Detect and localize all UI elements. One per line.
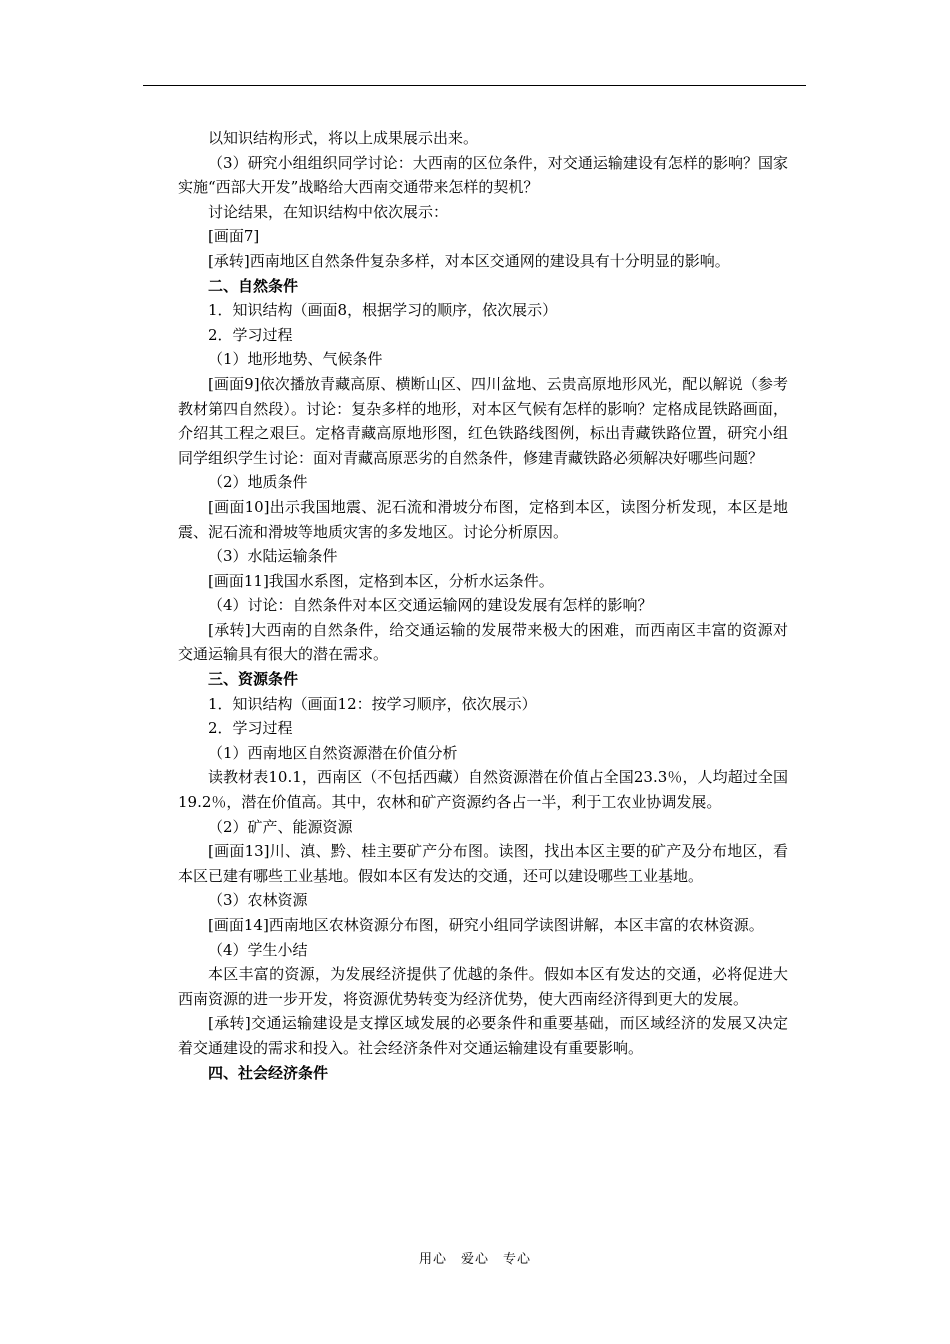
paragraph: （1）地形地势、气候条件 — [208, 350, 383, 369]
paragraph: 2．学习过程 — [208, 719, 293, 738]
paragraph: 本区丰富的资源，为发展经济提供了优越的条件。假如本区有发达的交通，必将促进大西南资源的进一步开发，将资源优势转变为经济优势，使大西南经济得到更大的发展。 — [178, 965, 788, 1008]
paragraph: （2）地质条件 — [208, 473, 308, 492]
header-rule — [143, 85, 806, 86]
paragraph: （2）矿产、能源资源 — [208, 817, 353, 836]
paragraph: [承转]大西南的自然条件，给交通运输的发展带来极大的困难，而西南区丰富的资源对交通运输具有很大的潜在需求。 — [178, 620, 788, 664]
paragraph: 讨论结果，在知识结构中依次展示： — [208, 202, 449, 221]
paragraph: 1．知识结构（画面8，根据学习的顺序，依次展示） — [208, 301, 558, 320]
paragraph: 读教材表10.1，西南区（不包括西藏）自然资源潜在价值占全国23.3％，人均超过全国19.2％，潜在价值高。其中，农林和矿产资源约各占一半，利于工农业协调发展。 — [178, 768, 788, 812]
paragraph: [画面11]我国水系图，定格到本区，分析水运条件。 — [208, 571, 554, 590]
paragraph: （3）研究小组组织同学讨论：大西南的区位条件，对交通运输建设有怎样的影响？国家实施“西部大开发”战略给大西南交通带来怎样的契机？ — [178, 153, 788, 197]
paragraph: 2．学习过程 — [208, 325, 293, 344]
paragraph: 以知识结构形式，将以上成果展示出来。 — [208, 129, 479, 147]
section-heading: 三、资源条件 — [208, 670, 299, 689]
section-heading: 四、社会经济条件 — [208, 1063, 329, 1082]
paragraph: （4）学生小结 — [208, 940, 308, 959]
section-heading: 二、自然条件 — [208, 276, 299, 295]
paragraph: [画面13]川、滇、黔、桂主要矿产分布图。读图，找出本区主要的矿产及分布地区，看本区已建有哪些工业基地。假如本区有发达的交通，还可以建设哪些工业基地。 — [178, 842, 788, 885]
paragraph: （4）讨论：自然条件对本区交通运输网的建设发展有怎样的影响？ — [208, 596, 653, 615]
page-footer: 用心 爱心 专心 — [418, 1252, 531, 1267]
paragraph: [画面10]出示我国地震、泥石流和滑坡分布图，定格到本区，读图分析发现，本区是地震、泥石流和滑坡等地质灾害的多发地区。讨论分析原因。 — [178, 497, 788, 541]
paragraph: [画面9]依次播放青藏高原、横断山区、四川盆地、云贵高原地形风光，配以解说（参考教材第四自然段）。讨论：复杂多样的地形，对本区气候有怎样的影响？定格成昆铁路画面，介绍其工程之艰巨。定格青藏高原地形图，红色铁路线图例，标出青藏铁路位置，研究小组同学组织学生讨论：面对青藏高原恶劣的自然条件，修建青藏铁路必须解决好哪些问题？ — [178, 374, 788, 467]
paragraph: （1）西南地区自然资源潜在价值分析 — [208, 743, 458, 762]
document-body — [178, 126, 788, 1085]
paragraph: [承转]交通运输建设是支撑区域发展的必要条件和重要基础，而区域经济的发展又决定着交通建设的需求和投入。社会经济条件对交通运输建设有重要影响。 — [178, 1014, 788, 1057]
paragraph: [画面7] — [208, 227, 260, 246]
paragraph: 1．知识结构（画面12：按学习顺序，依次展示） — [208, 694, 537, 713]
paragraph: （3）水陆运输条件 — [208, 547, 338, 566]
paragraph: [画面14]西南地区农林资源分布图，研究小组同学读图讲解，本区丰富的农林资源。 — [208, 916, 764, 934]
paragraph: （3）农林资源 — [208, 891, 308, 910]
paragraph: [承转]西南地区自然条件复杂多样，对本区交通网的建设具有十分明显的影响。 — [208, 251, 730, 270]
